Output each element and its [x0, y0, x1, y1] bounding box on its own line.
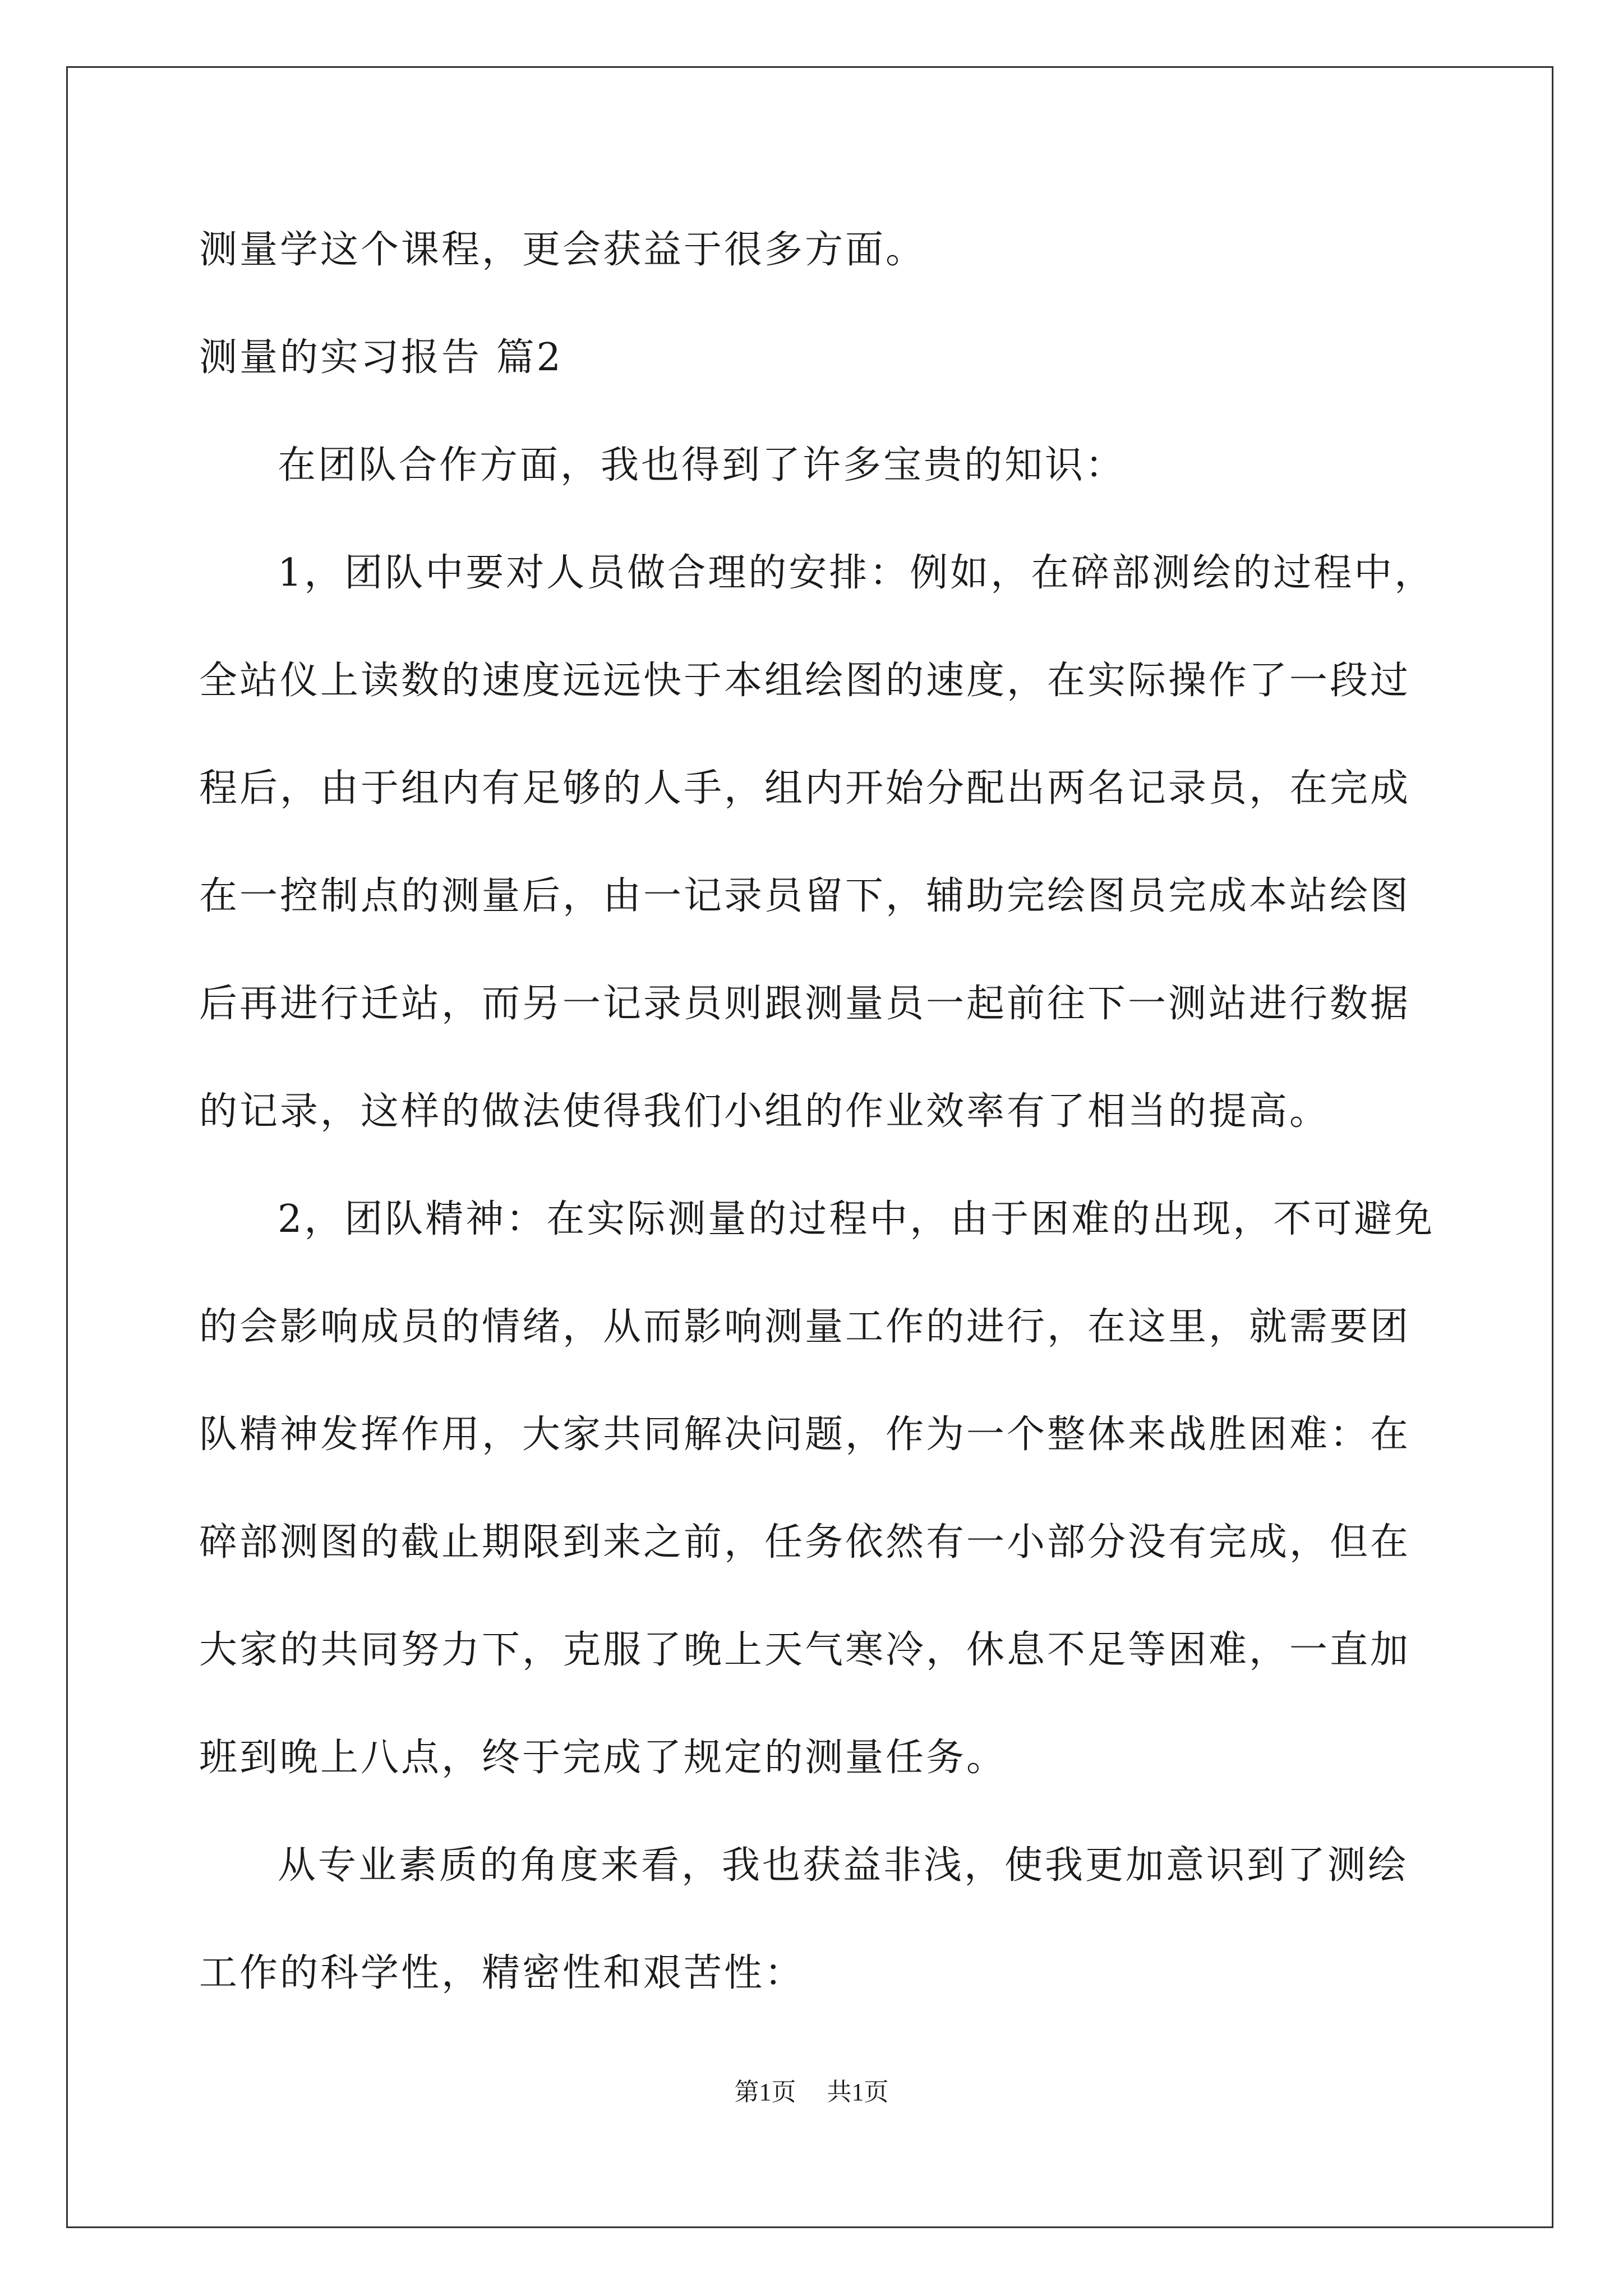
paragraph-first-line: 在团队合作方面，我也得到了许多宝贵的知识：	[278, 443, 1126, 487]
text-line: 大家的共同努力下，克服了晚上天气寒冷，休息不足等困难，一直加	[199, 1628, 1411, 1672]
text-line: 碎部测图的截止期限到来之前，任务依然有一小部分没有完成，但在	[199, 1520, 1411, 1565]
section-heading: 测量的实习报告 篇2	[199, 335, 563, 380]
text-line: 队精神发挥作用，大家共同解决问题，作为一个整体来战胜困难：在	[199, 1412, 1411, 1457]
document-body	[199, 196, 1438, 2027]
text-line: 班到晚上八点，终于完成了规定的测量任务。	[199, 1736, 1007, 1780]
text-line: 的会影响成员的情绪，从而影响测量工作的进行，在这里，就需要团	[199, 1305, 1411, 1349]
text-line: 测量学这个课程，更会获益于很多方面。	[199, 228, 926, 272]
text-line: 工作的科学性，精密性和艰苦性：	[199, 1951, 805, 1995]
text-line: 程后，由于组内有足够的人手，组内开始分配出两名记录员，在完成	[199, 766, 1411, 811]
paragraph-first-line: 1，团队中要对人员做合理的安排：例如，在碎部测绘的过程中，	[278, 551, 1435, 595]
current-page-number: 第1页	[734, 2078, 796, 2106]
text-line: 的记录，这样的做法使得我们小组的作业效率有了相当的提高。	[199, 1089, 1330, 1134]
paragraph-first-line: 从专业素质的角度来看，我也获益非浅，使我更加意识到了测绘	[278, 1843, 1409, 1888]
page-footer	[0, 2076, 1623, 2109]
text-line: 在一控制点的测量后，由一记录员留下，辅助完绘图员完成本站绘图	[199, 874, 1411, 918]
text-line: 全站仪上读数的速度远远快于本组绘图的速度，在实际操作了一段过	[199, 659, 1411, 703]
paragraph-first-line: 2，团队精神：在实际测量的过程中，由于困难的出现，不可避免	[278, 1197, 1435, 1241]
text-line: 后再进行迁站，而另一记录员则跟测量员一起前往下一测站进行数据	[199, 982, 1411, 1026]
total-page-count: 共1页	[827, 2078, 889, 2106]
